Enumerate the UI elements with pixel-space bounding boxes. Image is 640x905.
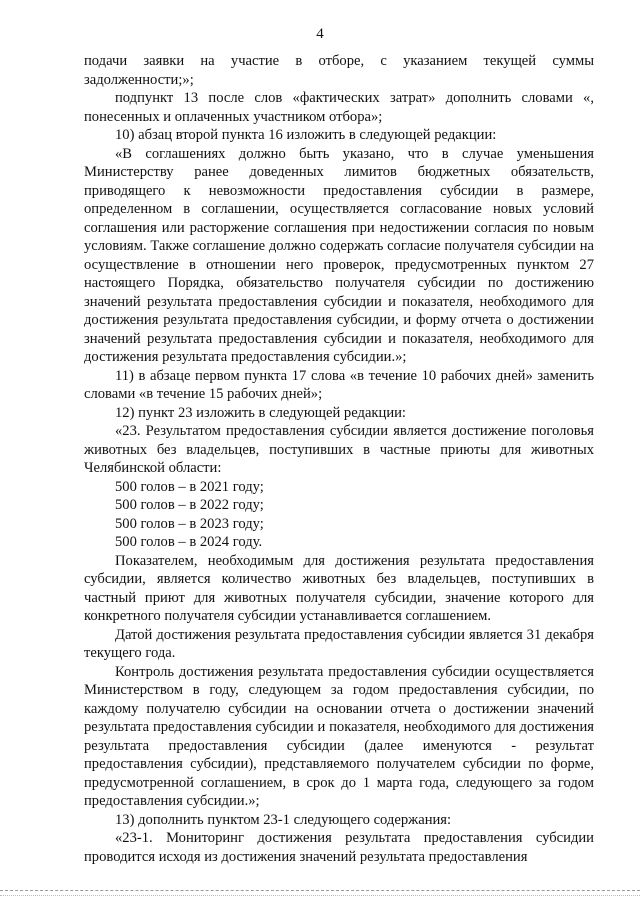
paragraph-subclause-13: подпункт 13 после слов «фактических затрат» дополнить словами «, понесенных и оплаченных участником отбора»; (84, 90, 594, 125)
paragraph-control: Контроль достижения результата предоставления субсидии осуществляется Министерством в году, следующем за годом предоставления субсидии, по каждому получателю субсидии на основании отчета о достижении значений результата предоставления субсидии и показателя, необходимого для достижения результата предоставления субсидии (далее именуются - результат предоставления субсидии), представляемого получателем субсидии по форме, предусмотренной соглашением, в срок до 1 марта года, следующего за годом предоставления субсидии.»; (84, 663, 594, 809)
paragraph-item-10-heading: 10) абзац второй пункта 16 изложить в следующей редакции: (115, 127, 497, 143)
paragraph-achievement-date: Датой достижения результата предоставления субсидии является 31 декабря текущего года. (84, 626, 594, 661)
list-item-2023: 500 голов – в 2023 году; (115, 515, 264, 532)
page-number: 4 (316, 26, 324, 42)
paragraph-indicator: Показателем, необходимым для достижения результата предоставления субсидии, является количество животных без владельцев, поступивших в частный приют для животных получателя субсидии, значение которого для конкретного получателя субсидии устанавливается соглашением. (84, 552, 594, 624)
paragraph-item-23-1-text: «23-1. Мониторинг достижения результата предоставления субсидии проводится исходя из достижения значений результата предоставления (84, 830, 594, 865)
document-body (84, 52, 594, 866)
paragraph-item-12-heading: 12) пункт 23 изложить в следующей редакции: (115, 404, 406, 421)
scan-edge-line (0, 890, 640, 891)
paragraph-item-13-heading: 13) дополнить пунктом 23-1 следующего содержания: (115, 811, 452, 828)
list-item-2022: 500 голов – в 2022 году; (115, 497, 264, 513)
list-item-2021: 500 голов – в 2021 году; (115, 478, 264, 495)
scan-edge-line-lower (0, 895, 640, 896)
paragraph-item-23-text: «23. Результатом предоставления субсидии является достижение поголовья животных без владельцев, поступивших в частные приюты для животных Челябинской области: (84, 423, 594, 476)
paragraph-continuation: подачи заявки на участие в отборе, с указанием текущей суммы задолженности;»; (84, 53, 594, 88)
paragraph-item-11: 11) в абзаце первом пункта 17 слова «в течение 10 рабочих дней» заменить словами «в течение 15 рабочих дней»; (84, 367, 594, 402)
list-item-2024: 500 голов – в 2024 году. (115, 534, 263, 550)
paragraph-item-16-text: «В соглашениях должно быть указано, что в случае уменьшения Министерству ранее доведенных лимитов бюджетных обязательств, приводящего к невозможности предоставления субсидии в размере, определенном в соглашении, осуществляется согласование новых условий соглашения или расторжение соглашения при недостижении согласия по новым условиям. Также соглашение должно содержать согласие получателя субсидии на осуществление в отношении него проверок, предусмотренных пунктом 27 настоящего Порядка, обязательство получателя субсидии по достижению значений результата предоставления субсидии и показателя, необходимого для достижения результата предоставления субсидии, и форму отчета о достижении значений результата предоставления субсидии и показателя, необходимого для достижения результата предоставления субсидии.»; (84, 145, 594, 365)
